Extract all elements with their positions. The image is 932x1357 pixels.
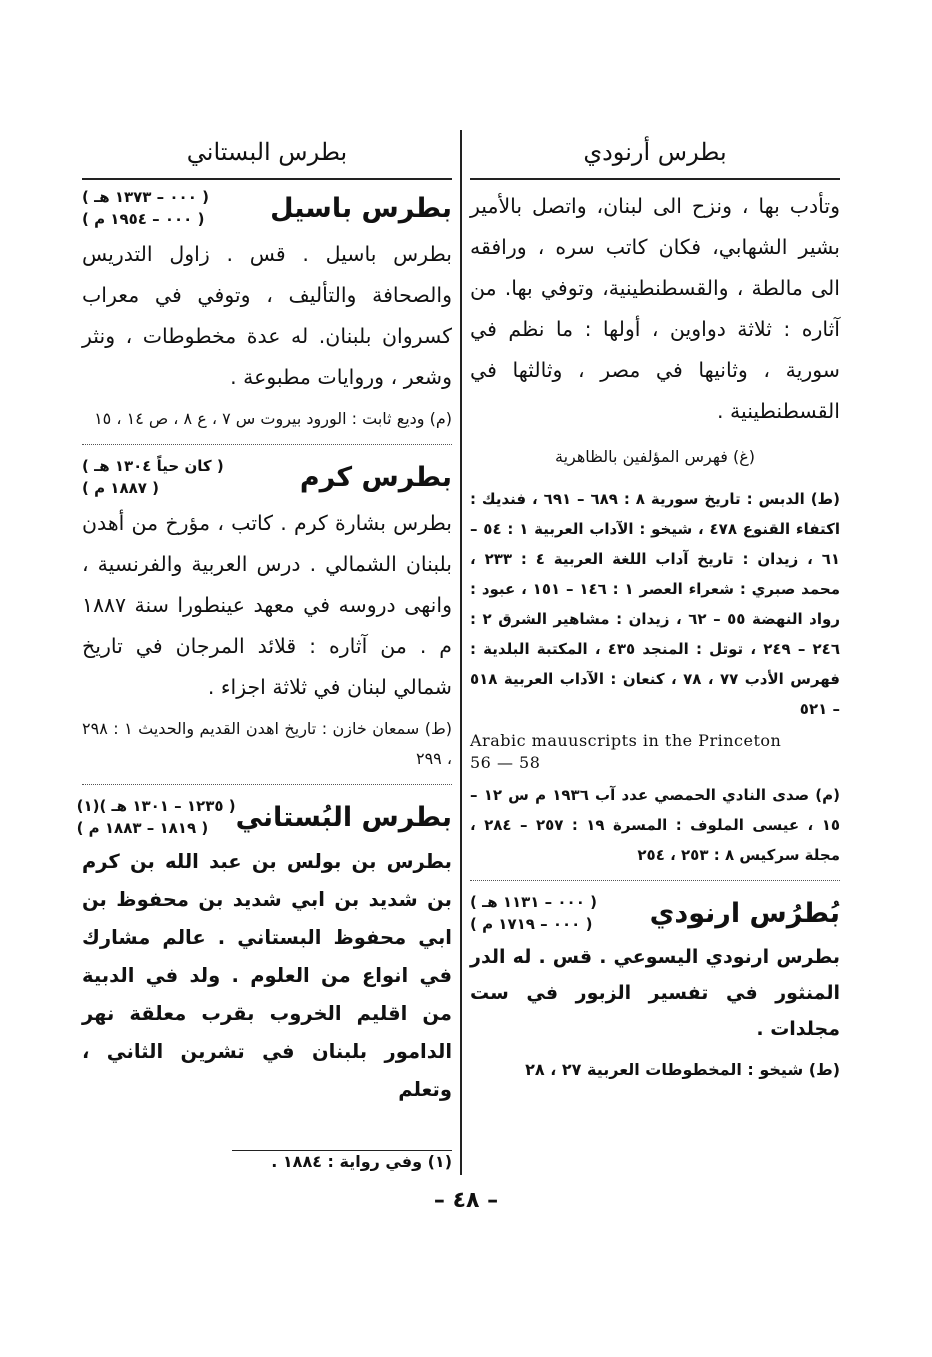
entry-heading-karam: [82, 455, 452, 499]
entry-body: بطرس باسيل . قس . زاول التدريس والصحافة والتأليف ، وتوفي في معراب كسروان بلبنان. له عدة مخطوطات ، ونثر وشعر ، وروايات مطبوعة .: [82, 242, 452, 389]
dates-hijri: ( ٠٠٠ – ١٣٧٣ هـ ): [82, 188, 209, 206]
entry-body: بطرس بن بولس بن عبد الله بن كرم بن شديد بن ابي شديد بن محفوظ بن ابي محفوظ البستاني . عالم مشارك في انواع من العلوم . ولد في الدبية من اقليم الخروب بقرب معلقة نهر الدامور بلبنان في تشرين الثاني ، وتعلم: [82, 850, 452, 1101]
page-number: – ٤٨ –: [433, 1188, 499, 1213]
dates-hijri: ( ٠٠٠ – ١١٣١ هـ ): [470, 893, 597, 911]
entry-dates: [77, 795, 236, 839]
dates-gregorian: ( ١٨١٩ – ١٨٨٣ م ): [76, 819, 209, 837]
references-block-2: (م) صدى النادي الحمصي عدد آب ١٩٣٦ م س ١٢ – ١٥ ، عيسى الملوف : المسرة ١٩ : ٢٥٧ – ٢٨٤ ، مجلة سركيس ٨ : ٢٥٣ ، ٢٥٤: [470, 786, 840, 864]
dates-gregorian: ( ٠٠٠ – ١٧١٩ م ): [470, 915, 593, 933]
entry-reference: (ط) سمعان خازن : تاريخ اهدن القديم والحديث ١ : ٢٩٨ ، ٢٩٩: [82, 719, 452, 768]
footnote: (١) وفي رواية : ١٨٨٤ .: [271, 1152, 452, 1171]
left-column: [76, 130, 452, 1109]
header-rule-left: [82, 178, 452, 180]
entry-separator: [82, 784, 452, 785]
latin-reference-pages: 56 — 58: [470, 753, 541, 772]
latin-reference: Arabic mauuscripts in the Princeton: [470, 731, 782, 750]
entry-heading-basil: [82, 186, 452, 230]
source-note: (غ) فهرس المؤلفين بالظاهرية: [555, 447, 755, 466]
entry-separator: [82, 444, 452, 445]
entry-name: بُطرُس ارنودي: [649, 897, 840, 929]
running-head-right: بطرس أرنودي: [583, 138, 727, 166]
entry-reference: (ط) شيخو : المخطوطات العربية ٢٧ ، ٢٨: [525, 1060, 840, 1079]
column-divider: [460, 130, 462, 1175]
entry-separator: [470, 880, 840, 881]
header-rule-right: [470, 178, 840, 180]
continuation-text: وتأدب بها ، ونزح الى لبنان، واتصل بالأمير بشير الشهابي، فكان كاتب سره ، ورافقه الى مالطة ، والقسطنطينية، وتوفي بها. من آثاره : ثلاثة دواوين ، أولها : ما نظم في سورية ، وثانيها في مصر ، وثالثها في القسطنطينية .: [470, 194, 840, 423]
entry-name: بطرس كرم: [299, 461, 452, 493]
running-head-left: بطرس البستاني: [186, 138, 348, 166]
right-column: [470, 130, 840, 1085]
footnote-rule: [232, 1150, 452, 1151]
entry-body: بطرس بشارة كرم . كاتب ، مؤرخ من أهدن بلبنان الشمالي . درس العربية والفرنسية ، وانهى دروسه في معهد عينطورا سنة ١٨٨٧ م . من آثاره : قلائد المرجان في تاريخ شمالي لبنان في ثلاثة اجزاء .: [82, 511, 452, 699]
dates-gregorian: ( ٠٠٠ – ١٩٥٤ م ): [82, 210, 205, 228]
references-block-1: (ط) الدبس : تاريخ سورية ٨ : ٦٨٩ – ٦٩١ ، فنديك : اكتفاء القنوع ٤٧٨ ، شيخو : الآداب العربية ١ : ٥٤ – ٦١ ، زيدان : تاريخ آداب اللغة العربية ٤ : ٢٣٣ ، محمد صبري : شعراء العصر ١ : ١٤٦ – ١٥١ ، عبود : رواد النهضة ٥٥ – ٦٢ ، زيدان : مشاهير الشرق ٢ : ٢٤٦ – ٢٤٩ ، توتل : المنجد ٤٣٥ ، المكتبة البلدية : فهرس الأدب ٧٧ ، ٧٨ ، كنعان : الآداب العربية ٥١٨ – ٥٢١: [470, 490, 840, 718]
dates-gregorian: ( ١٨٨٧ م ): [82, 479, 159, 497]
entry-dates: [82, 186, 209, 230]
entry-body: بطرس ارنودي اليسوعي . قس . له الدر المنثور في تفسير الزبور في ست مجلدات .: [470, 946, 840, 1040]
entry-heading-arnudi: [470, 891, 840, 935]
entry-dates: [470, 891, 597, 935]
entry-name: بطرس البُستاني: [235, 801, 452, 833]
entry-heading-bustani: [76, 795, 452, 839]
dates-hijri: ( ١٢٣٥ – ١٣٠١ هـ )(١): [76, 797, 236, 815]
entry-reference: (م) وديع ثابت : الورود بيروت س ٧ ، ع ٨ ، ص ١٤ ، ١٥: [94, 409, 452, 428]
entry-name: بطرس باسيل: [270, 192, 452, 224]
entry-dates: [82, 455, 224, 499]
dates-hijri: ( كان حياً ١٣٠٤ هـ ): [82, 457, 224, 475]
